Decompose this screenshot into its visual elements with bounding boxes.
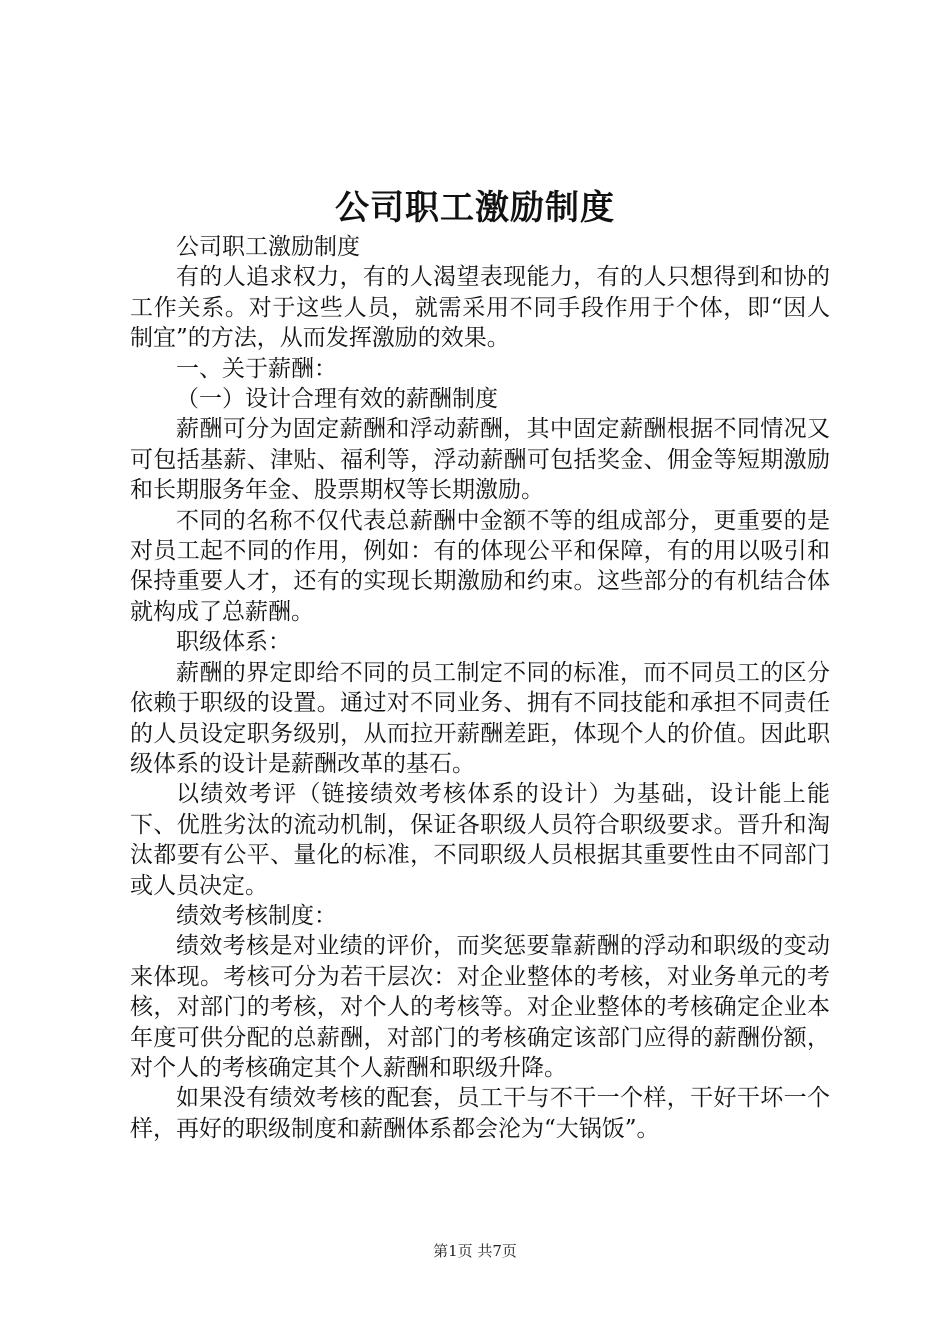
document-title: 公司职工激励制度 xyxy=(335,188,615,228)
paragraph: 如果没有绩效考核的配套，员工干与不干一个样，干好干坏一个样，再好的职级制度和薪酬体系都会沦为“大锅饭”。 xyxy=(130,1085,830,1142)
paragraph: 薪酬可分为固定薪酬和浮动薪酬，其中固定薪酬根据不同情况又可包括基薪、津贴、福利等，浮动薪酬可包括奖金、佣金等短期激励和长期服务年金、股票期权等长期激励。 xyxy=(130,416,830,504)
paragraph: 绩效考核是对业绩的评价，而奖惩要靠薪酬的浮动和职级的变动来体现。考核可分为若干层次：对企业整体的考核，对业务单元的考核，对部门的考核，对个人的考核等。对企业整体的考核确定企业本年度可供分配的总薪酬，对部门的考核确定该部门应得的薪酬份额，对个人的考核确定其个人薪酬和职级升降。 xyxy=(130,933,830,1081)
paragraph: 公司职工激励制度 xyxy=(176,234,360,260)
paragraph: 不同的名称不仅代表总薪酬中金额不等的组成部分，更重要的是对员工起不同的作用，例如：有的体现公平和保障，有的用以吸引和保持重要人才，还有的实现长期激励和约束。这些部分的有机结合体就构成了总薪酬。 xyxy=(130,507,830,625)
paragraph: 有的人追求权力，有的人渴望表现能力，有的人只想得到和协的工作关系。对于这些人员，就需采用不同手段作用于个体，即“因人制宜”的方法，从而发挥激励的效果。 xyxy=(130,264,830,352)
page-number-footer: 第1页 共7页 xyxy=(433,1242,517,1260)
paragraph: 薪酬的界定即给不同的员工制定不同的标准，而不同员工的区分依赖于职级的设置。通过对不同业务、拥有不同技能和承担不同责任的人员设定职务级别，从而拉开薪酬差距，体现个人的价值。因此职级体系的设计是薪酬改革的基石。 xyxy=(130,659,830,777)
section-heading: 职级体系： xyxy=(176,629,291,656)
document-body xyxy=(130,232,830,1144)
paragraph: 以绩效考评（链接绩效考核体系的设计）为基础，设计能上能下、优胜劣汰的流动机制，保证各职级人员符合职级要求。晋升和淘汰都要有公平、量化的标准，不同职级人员根据其重要性由不同部门或人员决定。 xyxy=(130,781,830,899)
section-heading: 一、关于薪酬： xyxy=(176,355,337,382)
section-heading: 绩效考核制度： xyxy=(176,902,337,929)
subsection-heading: （一）设计合理有效的薪酬制度 xyxy=(176,386,498,413)
